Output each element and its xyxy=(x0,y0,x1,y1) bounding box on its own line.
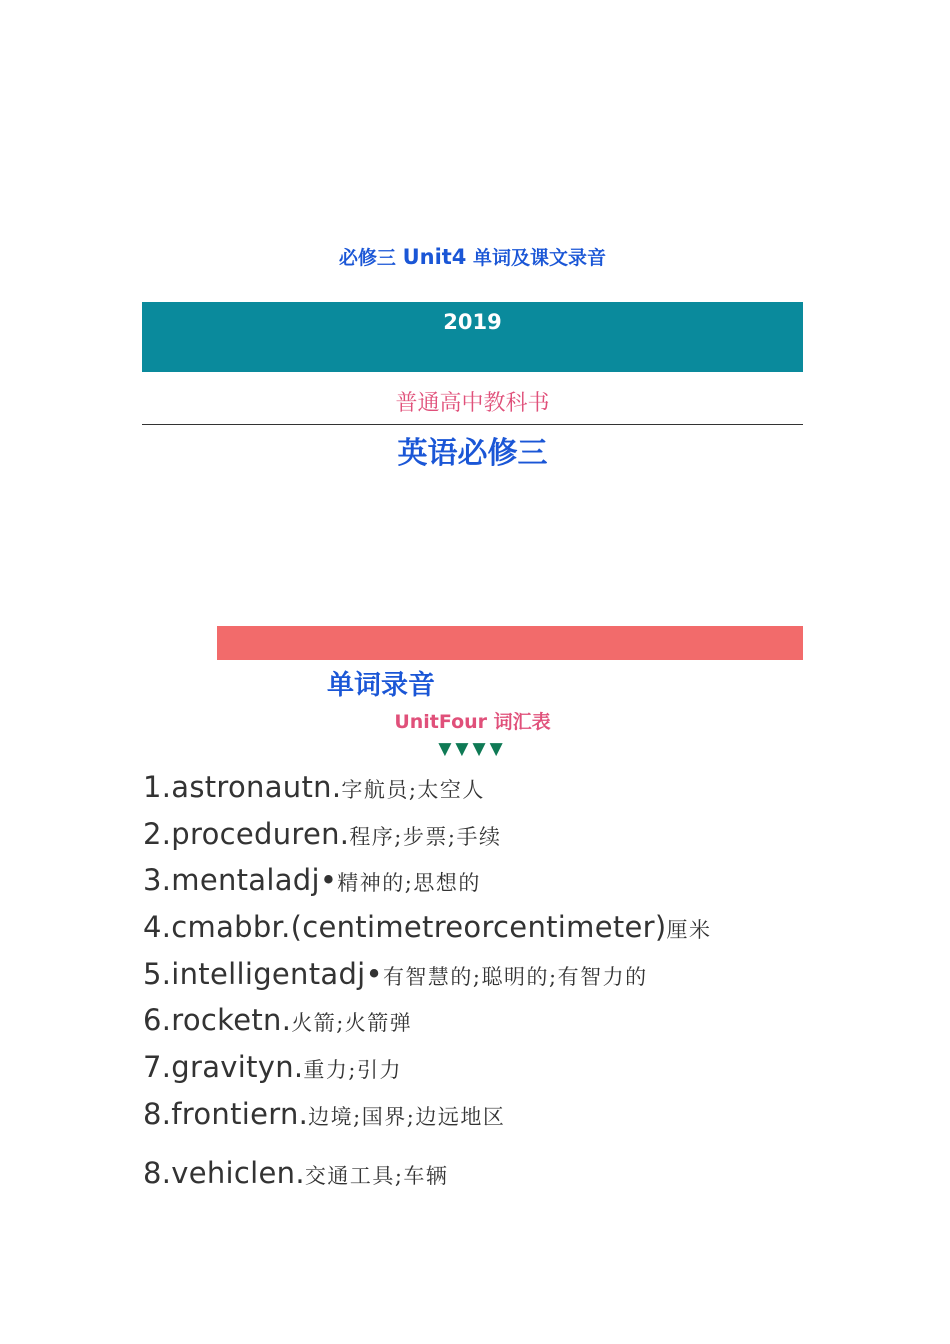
vocab-term: 3.mentaladj• xyxy=(143,863,338,898)
vocab-term: 6.rocketn. xyxy=(143,1003,292,1038)
vocab-meaning: 厘米 xyxy=(666,918,712,943)
vocabulary-list xyxy=(143,764,923,1196)
vocab-item xyxy=(143,1150,923,1197)
vocab-item xyxy=(143,811,923,858)
section-title: 单词录音 xyxy=(327,670,435,701)
cover-year-band xyxy=(142,302,803,372)
vocab-meaning: 精神的;思想的 xyxy=(337,871,481,896)
vocab-meaning: 火箭;火箭弹 xyxy=(291,1011,413,1036)
section-band xyxy=(217,626,803,660)
vocab-term: 2.proceduren. xyxy=(143,816,350,851)
cover-year: 2019 xyxy=(443,310,502,334)
vocab-item xyxy=(143,997,923,1044)
cover-subtitle: 普通高中教科书 xyxy=(395,391,550,416)
vocab-term: 8.vehiclen. xyxy=(143,1155,305,1190)
unit-label-zh: 词汇表 xyxy=(493,711,551,733)
vocab-meaning: 有智慧的;聪明的;有智力的 xyxy=(382,964,648,989)
document-title xyxy=(0,243,945,270)
vocab-term: 1.astronautn. xyxy=(143,770,342,804)
unit-label-en: UnitFour xyxy=(394,711,488,733)
vocab-item xyxy=(143,904,923,951)
vocab-meaning: 字航员;太空人 xyxy=(341,778,485,802)
vocab-meaning: 边境;国界;边远地区 xyxy=(308,1104,506,1129)
vocab-term: 5.intelligentadj• xyxy=(143,956,383,991)
vocab-term: 4.cmabbr.(centimetreorcentimeter) xyxy=(143,910,667,945)
vocab-term: 8.frontiern. xyxy=(143,1096,309,1131)
down-arrows-icon: ▼▼▼▼ xyxy=(438,739,507,759)
vocab-item xyxy=(143,1044,923,1091)
vocab-item xyxy=(143,1091,923,1138)
vocab-item xyxy=(143,951,923,998)
vocab-item xyxy=(143,857,923,904)
title-zh-prefix: 必修三 xyxy=(338,247,396,269)
vocab-meaning: 重力;引力 xyxy=(303,1058,402,1083)
book-title: 英语必修三 xyxy=(397,436,548,471)
vocab-meaning: 交通工具;车辆 xyxy=(304,1163,449,1188)
unit-label xyxy=(0,707,945,734)
vocab-meaning: 程序;步票;手续 xyxy=(349,824,502,849)
divider-line xyxy=(142,424,803,425)
title-zh-suffix: 单词及课文录音 xyxy=(473,247,607,269)
vocab-item xyxy=(143,764,923,811)
title-unit: Unit4 xyxy=(402,245,467,269)
vocab-term: 7.gravityn. xyxy=(143,1050,304,1085)
